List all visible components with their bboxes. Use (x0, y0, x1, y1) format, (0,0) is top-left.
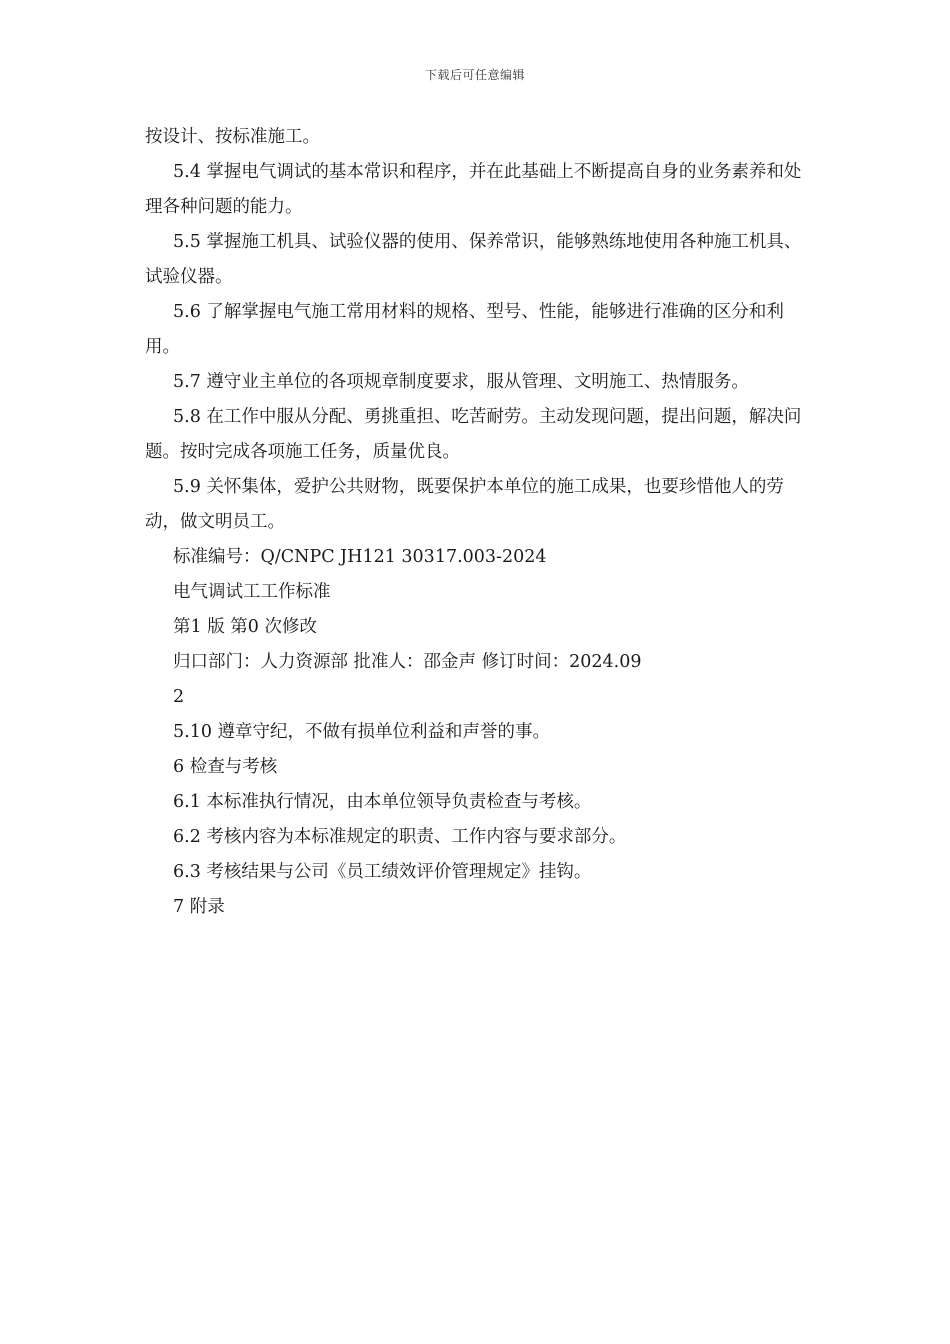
paragraph-5-5: 5.5 掌握施工机具、试验仪器的使用、保养常识，能够熟练地使用各种施工机具、试验仪器。 (145, 232, 802, 287)
standard-title: 电气调试工工作标准 (173, 582, 331, 602)
version-info: 第1 版 第0 次修改 (173, 617, 317, 637)
paragraph-6-3: 6.3 考核结果与公司《员工绩效评价管理规定》挂钩。 (173, 862, 592, 882)
paragraph-5-10: 5.10 遵章守纪，不做有损单位利益和声誉的事。 (173, 722, 551, 742)
section-7-heading: 7 附录 (173, 897, 225, 917)
paragraph-5-8: 5.8 在工作中服从分配、勇挑重担、吃苦耐劳。主动发现问题，提出问题，解决问题。按时完成各项施工任务，质量优良。 (145, 407, 802, 462)
document-body (145, 120, 810, 925)
paragraph-6-2: 6.2 考核内容为本标准规定的职责、工作内容与要求部分。 (173, 827, 627, 847)
paragraph-6-1: 6.1 本标准执行情况，由本单位领导负责检查与考核。 (173, 792, 592, 812)
paragraph-continuation: 按设计、按标准施工。 (145, 127, 320, 147)
paragraph-5-7: 5.7 遵守业主单位的各项规章制度要求，服从管理、文明施工、热情服务。 (173, 372, 749, 392)
department-info: 归口部门：人力资源部 批准人：邵金声 修订时间：2024.09 (173, 652, 642, 672)
section-6-heading: 6 检查与考核 (173, 757, 278, 777)
page-number: 2 (173, 687, 185, 707)
paragraph-5-4: 5.4 掌握电气调试的基本常识和程序，并在此基础上不断提高自身的业务素养和处理各种问题的能力。 (145, 162, 802, 217)
paragraph-5-9: 5.9 关怀集体，爱护公共财物，既要保护本单位的施工成果，也要珍惜他人的劳动，做文明员工。 (145, 477, 784, 532)
paragraph-5-6: 5.6 了解掌握电气施工常用材料的规格、型号、性能，能够进行准确的区分和利用。 (145, 302, 784, 357)
page-header: 下载后可任意编辑 (424, 68, 525, 82)
standard-number: 标准编号：Q/CNPC JH121 30317.003-2024 (173, 547, 547, 567)
